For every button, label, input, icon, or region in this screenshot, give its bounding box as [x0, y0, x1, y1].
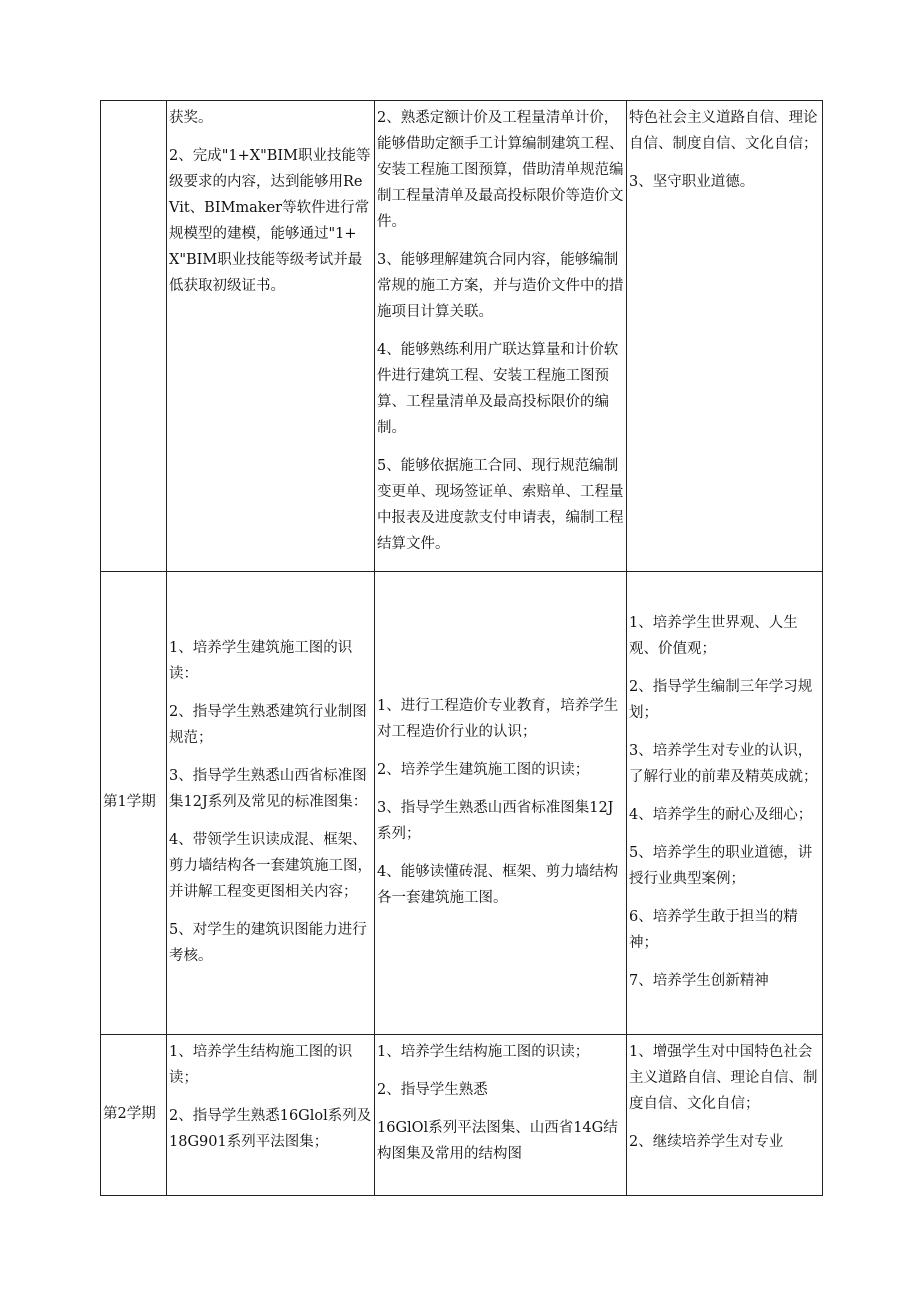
cell-paragraph: 6、培养学生敢于担当的精神； — [629, 909, 798, 951]
cell-paragraph: 2、完成"1+X"BIM职业技能等级要求的内容，达到能够用ReVit、BIMmaker等软件进行常规模型的建模，能够通过"1+X"BIM职业技能等级考试并最低获取初级证书。 — [169, 148, 371, 294]
skills-cell — [167, 101, 375, 572]
ability-cell — [375, 101, 627, 572]
cell-paragraph: 3、培养学生对专业的认识，了解行业的前辈及精英成就； — [629, 743, 818, 785]
cell-paragraph: 2、指导学生熟悉16Glol系列及18G901系列平法图集； — [169, 1108, 372, 1150]
cell-paragraph: 4、带领学生识读成混、框架、剪力墙结构各一套建筑施工图，并讲解工程变更图相关内容； — [169, 832, 372, 900]
cell-paragraph: 1、增强学生对中国特色社会主义道路自信、理论自信、制度自信、文化自信； — [629, 1044, 818, 1112]
cell-paragraph: 1、培养学生结构施工图的识读； — [377, 1044, 590, 1060]
ability-cell — [375, 572, 627, 1035]
cell-paragraph: 3、指导学生熟悉山西省标准图集12J系列及常见的标准图集： — [169, 768, 368, 810]
cell-paragraph: 3、坚守职业道德。 — [629, 174, 755, 190]
cell-paragraph: 5、能够依据施工合同、现行规范编制变更单、现场签证单、索赔单、工程量中报表及进度款支付申请表，编制工程结算文件。 — [377, 458, 624, 552]
ability-cell — [375, 1035, 627, 1196]
table-row — [101, 101, 823, 572]
cell-paragraph: 2、继续培养学生对专业 — [629, 1134, 784, 1150]
term-cell — [101, 101, 167, 572]
cell-paragraph: 4、能够读懂砖混、框架、剪力墙结构各一套建筑施工图。 — [377, 864, 619, 906]
skills-cell — [167, 572, 375, 1035]
cell-paragraph: 1、培养学生建筑施工图的识读： — [169, 640, 353, 682]
cell-paragraph: 2、指导学生熟悉建筑行业制图规范； — [169, 704, 367, 746]
quality-cell — [627, 572, 823, 1035]
cell-paragraph: 1、培养学生结构施工图的识读； — [169, 1044, 353, 1086]
cell-paragraph: 2、培养学生建筑施工图的识读； — [377, 762, 590, 778]
cell-paragraph: 1、培养学生世界观、人生观、价值观； — [629, 615, 798, 657]
cell-paragraph: 3、指导学生熟悉山西省标准图集12J系列； — [377, 800, 614, 842]
cell-paragraph: 2、熟悉定额计价及工程量清单计价，能够借助定额手工计算编制建筑工程、安装工程施工图预算，借助清单规范编制工程量清单及最高投标限价等造价文件。 — [377, 110, 624, 230]
curriculum-table — [100, 100, 823, 1196]
cell-paragraph: 获奖。 — [169, 110, 213, 126]
cell-paragraph: 1、进行工程造价专业教育，培养学生对工程造价行业的认识； — [377, 698, 619, 740]
cell-paragraph: 2、指导学生编制三年学习规划； — [629, 679, 813, 721]
skills-cell — [167, 1035, 375, 1196]
table-row — [101, 1035, 823, 1196]
cell-paragraph: 5、培养学生的职业道德，讲授行业典型案例； — [629, 845, 813, 887]
cell-paragraph: 16GlOl系列平法图集、山西省14G结构图集及常用的结构图 — [377, 1120, 618, 1162]
term-cell: 第1学期 — [101, 572, 167, 1035]
cell-paragraph: 特色社会主义道路自信、理论自信、制度自信、文化自信； — [629, 110, 818, 152]
cell-paragraph: 3、能够理解建筑合同内容，能够编制常规的施工方案，并与造价文件中的措施项目计算关联。 — [377, 252, 624, 320]
quality-cell — [627, 101, 823, 572]
term-cell: 第2学期 — [101, 1035, 167, 1196]
cell-paragraph: 5、对学生的建筑识图能力进行考核。 — [169, 922, 367, 964]
cell-paragraph: 2、指导学生熟悉 — [377, 1082, 488, 1098]
cell-paragraph: 4、能够熟练利用广联达算量和计价软件进行建筑工程、安装工程施工图预算、工程量清单及最高投标限价的编制。 — [377, 342, 619, 436]
cell-paragraph: 4、培养学生的耐心及细心； — [629, 807, 813, 823]
cell-paragraph: 7、培养学生创新精神 — [629, 973, 769, 989]
table-row — [101, 572, 823, 1035]
quality-cell — [627, 1035, 823, 1196]
